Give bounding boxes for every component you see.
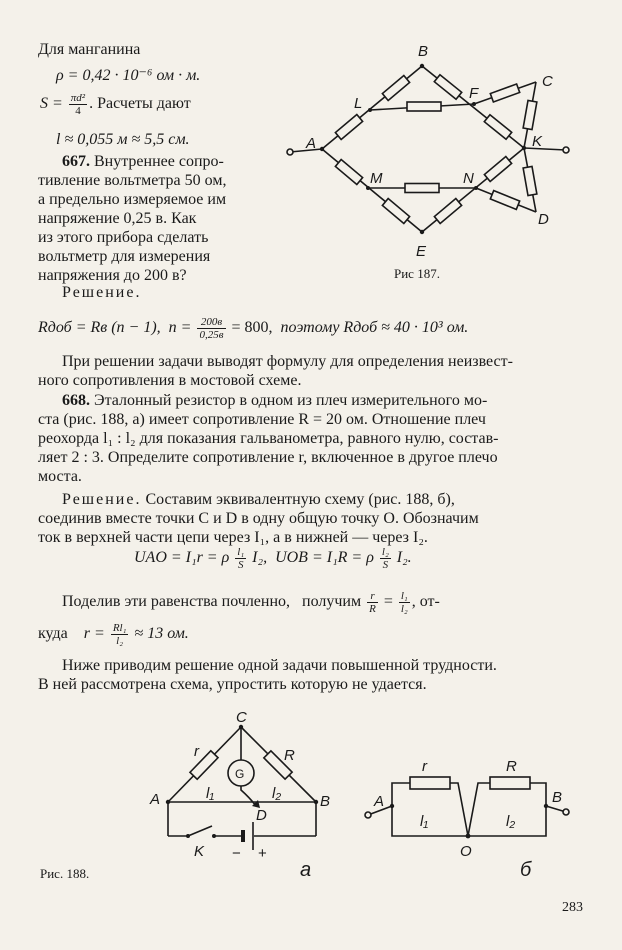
formula-n: n =	[168, 319, 192, 337]
formula-uob-lhs: UOB = I₁R = ρ	[275, 549, 374, 567]
figure-187-caption: Рис 187.	[394, 266, 440, 281]
label-188-plus: +	[258, 845, 267, 862]
formula-n-num: 200в	[197, 316, 225, 329]
label-k: K	[532, 133, 543, 150]
area-num: πd²	[70, 92, 86, 104]
node-b188-dot	[314, 800, 318, 804]
area-lhs: S =	[40, 95, 63, 113]
p668-text1: Эталонный резистор в одном из плеч измерительного мо-	[94, 392, 488, 409]
label-e: E	[416, 243, 427, 260]
label-188-d: D	[256, 807, 267, 824]
formula-uob-num: l₂	[381, 546, 389, 558]
para1-line2: ного сопротивления в мостовой схеме.	[38, 372, 302, 389]
label-c: C	[542, 73, 553, 90]
label-188-sub-a: а	[300, 859, 312, 881]
length-result: l ≈ 0,055 м ≈ 5,5 см.	[56, 131, 190, 148]
p668-line2: ста (рис. 188, а) имеет сопротивление R = 20 ом. Отношение плеч	[38, 411, 486, 428]
division-eq: =	[383, 593, 393, 611]
formula-rdob-lhs: Rдоб = Rв (n − 1),	[38, 319, 161, 337]
label-188b-l1: l₁	[420, 813, 429, 830]
terminal-188b-b-icon	[563, 809, 569, 815]
node-188b-o-dot	[466, 834, 471, 839]
label-188b-o: O	[460, 843, 472, 860]
formula-rdob-tail: поэтому Rдоб ≈ 40 · 10³ ом.	[280, 319, 469, 337]
formula-n-result: = 800,	[231, 319, 273, 337]
p667-line3: а предельно измеряемое им	[38, 191, 227, 208]
sol668-line2: соединив вместе точки C и D в одну общую точку O. Обозначим	[38, 510, 479, 527]
division-f1-den: R	[369, 603, 376, 615]
p667-line6: вольтметр для измерения	[38, 248, 211, 265]
label-188-k: K	[194, 843, 205, 860]
formula-uao-lhs: UAO = I₁r = ρ	[134, 549, 230, 567]
label-f: F	[469, 85, 479, 102]
label-n: N	[463, 170, 474, 187]
p667-line7: напряжения до 200 в?	[38, 267, 187, 284]
label-188-b: B	[320, 793, 331, 810]
p667-solution-head: Решение.	[62, 284, 142, 301]
label-188-big-r: R	[284, 747, 295, 764]
label-188b-a: A	[374, 793, 385, 810]
division-text: Поделив эти равенства почленно,	[62, 593, 291, 611]
terminal-188b-a-icon	[365, 812, 371, 818]
label-b: B	[418, 43, 429, 60]
label-188-g: G	[235, 767, 245, 781]
label-188b-b: B	[552, 789, 563, 806]
division-get: получим	[302, 593, 362, 611]
p668-number: 668.	[62, 392, 90, 409]
whence-word: куда	[38, 625, 68, 643]
area-tail: . Расчеты дают	[89, 95, 191, 113]
area-den: 4	[75, 105, 81, 117]
sol668-line3: ток в верхней части цепи через I₁, а в нижней — через I₂.	[38, 529, 428, 546]
para2-line1: Ниже приводим решение одной задачи повышенной трудности.	[62, 657, 497, 674]
rho-formula: ρ = 0,42 · 10⁻⁶ ом · м.	[56, 67, 201, 84]
label-188-a: A	[150, 791, 161, 808]
label-188-c: C	[236, 709, 247, 726]
p667-text1: Внутреннее сопро-	[94, 153, 224, 170]
division-f1-num: r	[367, 590, 378, 603]
switch-pivot-dot	[186, 834, 190, 838]
whence-num: Rl₁	[112, 622, 127, 634]
figure-188-caption: Рис. 188.	[40, 866, 90, 881]
wire-188b-top-o	[450, 783, 490, 836]
node-188b-a-dot	[390, 804, 394, 808]
label-l: L	[354, 95, 363, 112]
label-a: A	[306, 135, 317, 152]
p668-line3: реохорда l₁ : l₂ для показания гальванометра, равного нулю, состав-	[38, 430, 499, 447]
division-f2-num: l₁	[400, 590, 408, 602]
division-f2-den: l₂	[400, 603, 408, 615]
label-d: D	[538, 211, 549, 228]
label-188-l2: l₂	[272, 785, 282, 802]
p667-line2: тивление вольтметра 50 ом,	[38, 172, 227, 189]
p667-line5: из этого прибора сделать	[38, 229, 209, 246]
wire-188b-a-up	[392, 783, 410, 806]
division-tail: , от-	[411, 593, 440, 611]
label-188-r: r	[194, 743, 199, 760]
resistor-188b-big-r-icon	[490, 777, 530, 789]
label-188b-r: r	[422, 758, 427, 775]
p668-line4: ляет 2 : 3. Определите сопротивление r, включенное в другое плечо	[38, 449, 498, 466]
switch-contact-dot	[212, 834, 216, 838]
label-188b-big-r: R	[506, 758, 517, 775]
wire-g-d	[241, 786, 256, 806]
label-188b-l2: l₂	[506, 813, 516, 830]
sol668-head: Решение.	[62, 491, 142, 508]
whence-lhs: r =	[83, 625, 105, 643]
wire-188b-l1	[392, 806, 466, 836]
formula-uao-den: S	[237, 559, 244, 571]
formula-n-den: 0,25в	[199, 329, 224, 341]
formula-uob-den: S	[382, 559, 389, 571]
p667-line4: напряжение 0,25 в. Как	[38, 210, 197, 227]
label-188b-sub-b: б	[520, 859, 532, 881]
wire-188b-b-up	[530, 783, 546, 806]
manganin-line: Для манганина	[38, 41, 141, 58]
switch-k-icon	[188, 826, 212, 836]
p668-line5: моста.	[38, 468, 82, 485]
label-188-minus: −	[232, 845, 241, 862]
whence-rhs: ≈ 13 ом.	[134, 625, 189, 643]
node-188b-b-dot	[544, 804, 548, 808]
label-m: M	[370, 170, 383, 187]
resistor-188b-r-icon	[410, 777, 450, 789]
sol668-text1: Составим эквивалентную схему (рис. 188, б),	[145, 491, 455, 508]
node-a188-dot	[166, 800, 170, 804]
whence-den: l₂	[116, 635, 124, 647]
label-188-l1: l₁	[206, 785, 215, 802]
formula-uob-tail: I₂.	[396, 549, 412, 567]
para1-line1: При решении задачи выводят формулу для определения неизвест-	[62, 353, 513, 370]
page-number: 283	[562, 900, 583, 915]
para2-line2: В ней рассмотрена схема, упростить которую не удается.	[38, 676, 427, 693]
p667-number: 667.	[62, 153, 90, 170]
formula-uao-tail: I₂,	[252, 549, 268, 567]
formula-uao-num: l₁	[237, 546, 245, 558]
